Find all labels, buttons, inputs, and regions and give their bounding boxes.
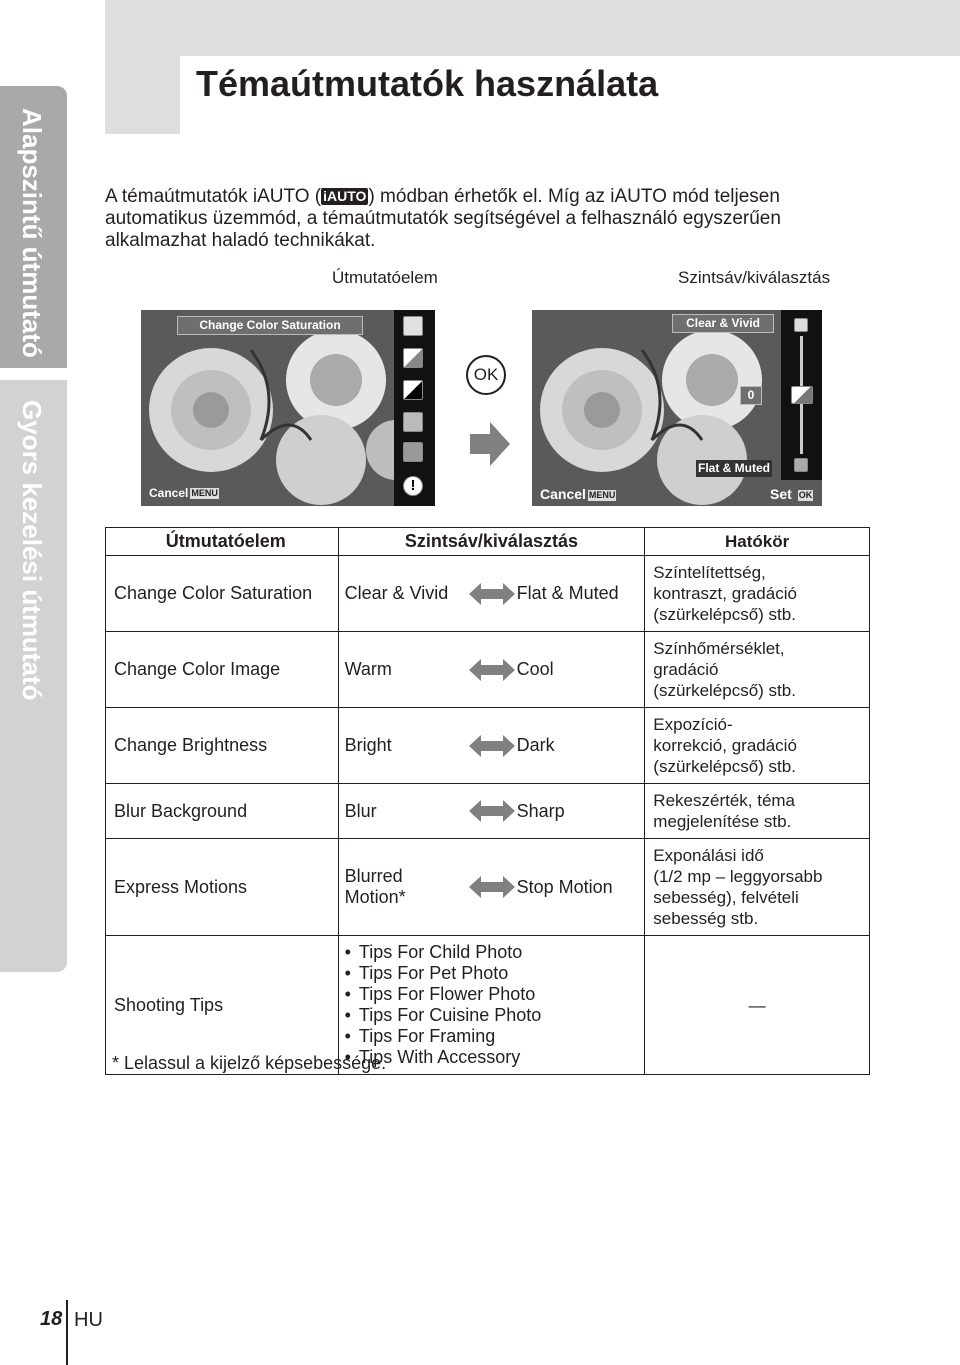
ok-button-icon: OK [466, 355, 506, 395]
footer-divider [66, 1300, 68, 1365]
list-item: • Tips For Child Photo [345, 942, 639, 963]
camera-screen-left [141, 310, 435, 506]
muted-icon [794, 458, 808, 472]
guide-label-box: Change Color Saturation [177, 316, 363, 335]
double-arrow-icon [469, 583, 515, 605]
color-saturation-icon[interactable] [403, 316, 423, 336]
language-code: HU [74, 1309, 103, 1331]
level-bottom-label: Flat & Muted [698, 461, 770, 475]
side-tab-quick-guide[interactable] [0, 380, 67, 972]
shooting-tips-icon[interactable]: ! [403, 476, 423, 496]
level-top-label: Clear & Vivid [672, 314, 774, 333]
express-motions-icon[interactable] [403, 442, 423, 462]
brightness-icon[interactable] [403, 380, 423, 400]
list-item: • Tips With Accessory [345, 1047, 639, 1068]
menu-key-icon-right: MENU [588, 490, 616, 500]
table-row-tips: Shooting Tips • Tips For Child Photo • Tips For Pet Photo • Tips For Flower Photo • Tips For Cuisine Photo • Tips For Framing • Tips With Accessory — [106, 936, 870, 1075]
guide-items-table [105, 527, 870, 1075]
table-row: Blur Background Blur Sharp Rekeszérték, téma megjelenítése stb. [106, 784, 870, 839]
side-tab-quick-label: Gyors kezelési útmutató [17, 400, 47, 701]
table-row: Change Color Saturation Clear & Vivid Flat & Muted Színtelítettség, kontraszt, gradáció (szürkelépcső) stb. [106, 556, 870, 632]
blur-background-icon[interactable] [403, 412, 423, 432]
table-row: Express Motions Blurred Motion* Stop Motion Exponálási idő (1/2 mp – leggyorsabb sebesség), felvételi sebesség stb. [106, 839, 870, 936]
double-arrow-icon [469, 876, 515, 898]
list-item: • Tips For Framing [345, 1026, 639, 1047]
cancel-button[interactable]: Cancel MENU [149, 486, 218, 500]
set-button[interactable]: Set OK [770, 486, 813, 502]
camera-screen-right [532, 310, 822, 506]
list-item: • Tips For Flower Photo [345, 984, 639, 1005]
header-level-bar: Szintsáv/kiválasztás [338, 528, 645, 556]
page-number: 18 [40, 1308, 63, 1330]
figure-caption-level-bar: Szintsáv/kiválasztás [678, 268, 831, 287]
double-arrow-icon [469, 800, 515, 822]
side-tab-basic-label: Alapszintű útmutató [17, 108, 47, 358]
intro-paragraph: A témaútmutatók iAUTO ( iAUTO ) módban érhetők el. Míg az iAUTO mód teljesen automatikus üzemmód, a témaútmutatók segítségével a felhasználó egyszerűen alkalmazhat haladó technikákat. [105, 186, 781, 251]
menu-key-icon: MENU [191, 488, 218, 498]
arrow-right-icon [470, 422, 510, 466]
ok-key-icon: OK [798, 490, 813, 500]
level-slider-handle[interactable] [791, 386, 813, 404]
footnote: * Lelassul a kijelző képsebessége. [112, 1053, 387, 1073]
table-row: Change Color Image Warm Cool Színhőmérséklet, gradáció (szürkelépcső) stb. [106, 632, 870, 708]
flower-photo [141, 310, 435, 506]
flower-photo-right [532, 310, 822, 506]
list-item: • Tips For Cuisine Photo [345, 1005, 639, 1026]
side-tab-basic-guide[interactable] [0, 86, 67, 368]
list-item: • Tips For Pet Photo [345, 963, 639, 984]
figure-caption-guide-item: Útmutatóelem [332, 268, 438, 287]
tips-list [345, 942, 639, 1068]
cancel-button-right[interactable]: Cancel MENU [540, 486, 616, 502]
double-arrow-icon [469, 659, 515, 681]
table-row: Change Brightness Bright Dark Expozíció- korrekció, gradáció (szürkelépcső) stb. [106, 708, 870, 784]
level-bar [781, 310, 822, 480]
level-value: 0 [740, 386, 762, 405]
header-guide-item: Útmutatóelem [106, 528, 339, 556]
iauto-mode-icon: iAUTO [323, 188, 367, 204]
page-title: Témaútmutatók használata [196, 63, 659, 104]
guide-icon-strip [394, 310, 435, 506]
vivid-icon [794, 318, 808, 332]
header-scope: Hatókör [645, 528, 870, 556]
double-arrow-icon [469, 735, 515, 757]
color-image-icon[interactable] [403, 348, 423, 368]
